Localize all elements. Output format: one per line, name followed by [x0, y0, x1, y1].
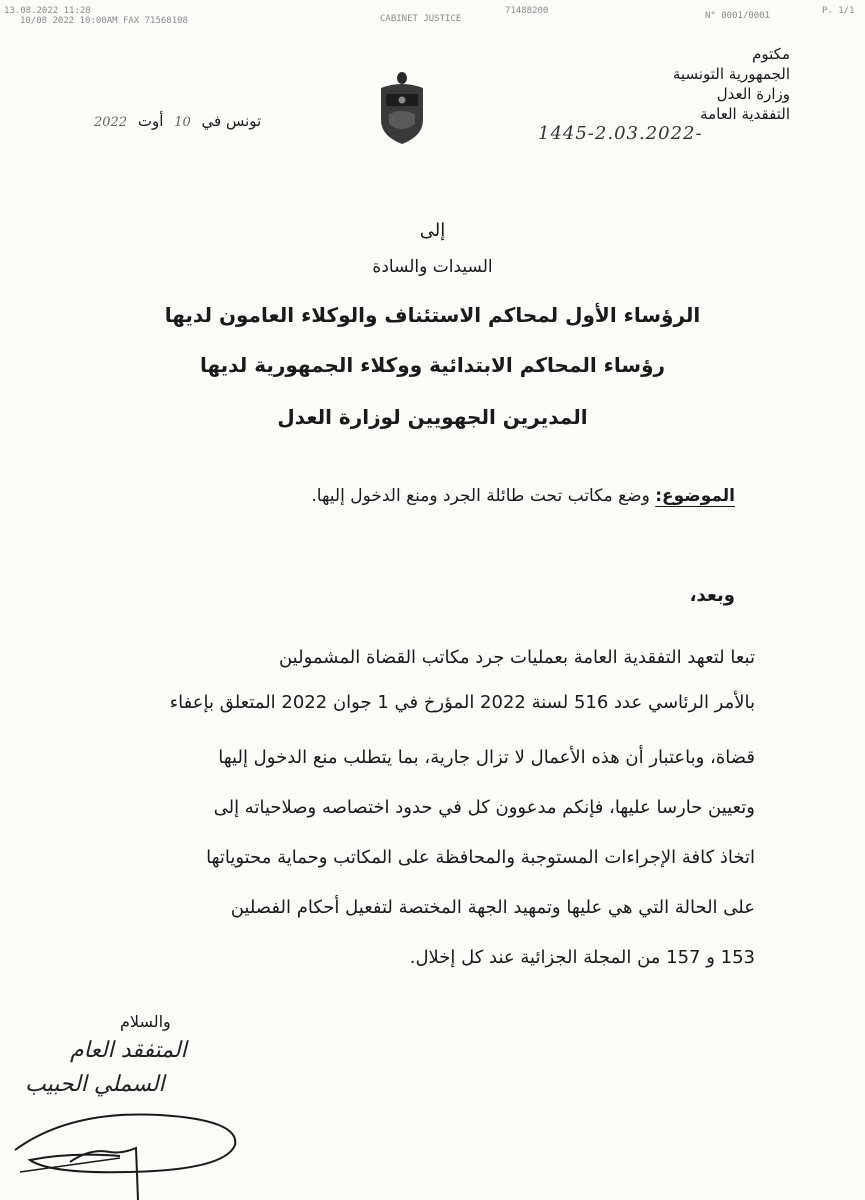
dateline	[88, 112, 261, 130]
subject-label: الموضوع:	[655, 486, 735, 506]
reference-number: 1445-2.03.2022-	[538, 123, 703, 144]
handwritten-signature-icon	[10, 1090, 270, 1200]
fax-transmission-line: 10/08 2022 10:00AM FAX 71568108	[20, 16, 188, 26]
signer-title: المتفقد العام	[70, 1038, 187, 1063]
confidential-mark: مكتوم	[752, 45, 790, 63]
date-place: تونس في	[201, 112, 262, 130]
letterhead	[538, 44, 790, 144]
tunisia-coat-of-arms-icon	[377, 70, 427, 146]
fax-page-ref: N° 0001/0001	[705, 11, 771, 21]
recipient-line: رؤساء المحاكم الابتدائية ووكلاء الجمهورية لديها	[199, 353, 666, 377]
department-name: التفقدية العامة	[700, 105, 790, 123]
subject-line	[311, 486, 735, 506]
body-line: بالأمر الرئاسي عدد 516 لسنة 2022 المؤرخ في 1 جوان 2022 المتعلق بإعفاء	[169, 692, 755, 713]
signer-name: السملي الحبيب	[25, 1072, 165, 1097]
fax-page: P. 1/1	[822, 6, 855, 16]
date-month: أوت	[137, 112, 164, 130]
subject-text: وضع مكاتب تحت طائلة الجرد ومنع الدخول إليها.	[311, 486, 650, 506]
fax-number: 71488200	[505, 6, 549, 16]
recipient-line: الرؤساء الأول لمحاكم الاستئناف والوكلاء العامون لديها	[164, 303, 701, 327]
date-day: 10	[174, 115, 191, 130]
body-line: على الحالة التي هي عليها وتمهيد الجهة المختصة لتفعيل أحكام الفصلين	[230, 897, 755, 918]
body-line: اتخاذ كافة الإجراءات المستوجبة والمحافظة على المكاتب وحماية محتوياتها	[206, 847, 755, 868]
republic-name: الجمهورية التونسية	[672, 65, 790, 83]
addressee-salutation: السيدات والسادة	[372, 257, 493, 277]
addressee-intro: إلى	[419, 220, 446, 241]
recipient-line: المديرين الجهويين لوزارة العدل	[277, 405, 588, 429]
body-line: تبعا لتعهد التفقدية العامة بعمليات جرد مكاتب القضاة المشمولين	[278, 647, 755, 668]
fax-header	[0, 6, 865, 36]
fax-sender: CABINET JUSTICE	[380, 14, 462, 24]
body-line: 153 و 157 من المجلة الجزائية عند كل إخلال.	[409, 947, 755, 968]
date-year: 2022	[94, 115, 128, 130]
fax-timestamp: 13.08.2022 11:28	[4, 6, 91, 16]
body-line: قضاة، وباعتبار أن هذه الأعمال لا تزال جارية، بما يتطلب منع الدخول إليها	[218, 747, 755, 768]
body-line: وتعيين حارسا عليها، فإنكم مدعوون كل في حدود اختصاصه وصلاحياته إلى	[213, 797, 755, 818]
ministry-name: وزارة العدل	[716, 85, 790, 103]
greeting: وبعد،	[689, 585, 735, 606]
closing-salutation: والسلام	[120, 1012, 171, 1031]
